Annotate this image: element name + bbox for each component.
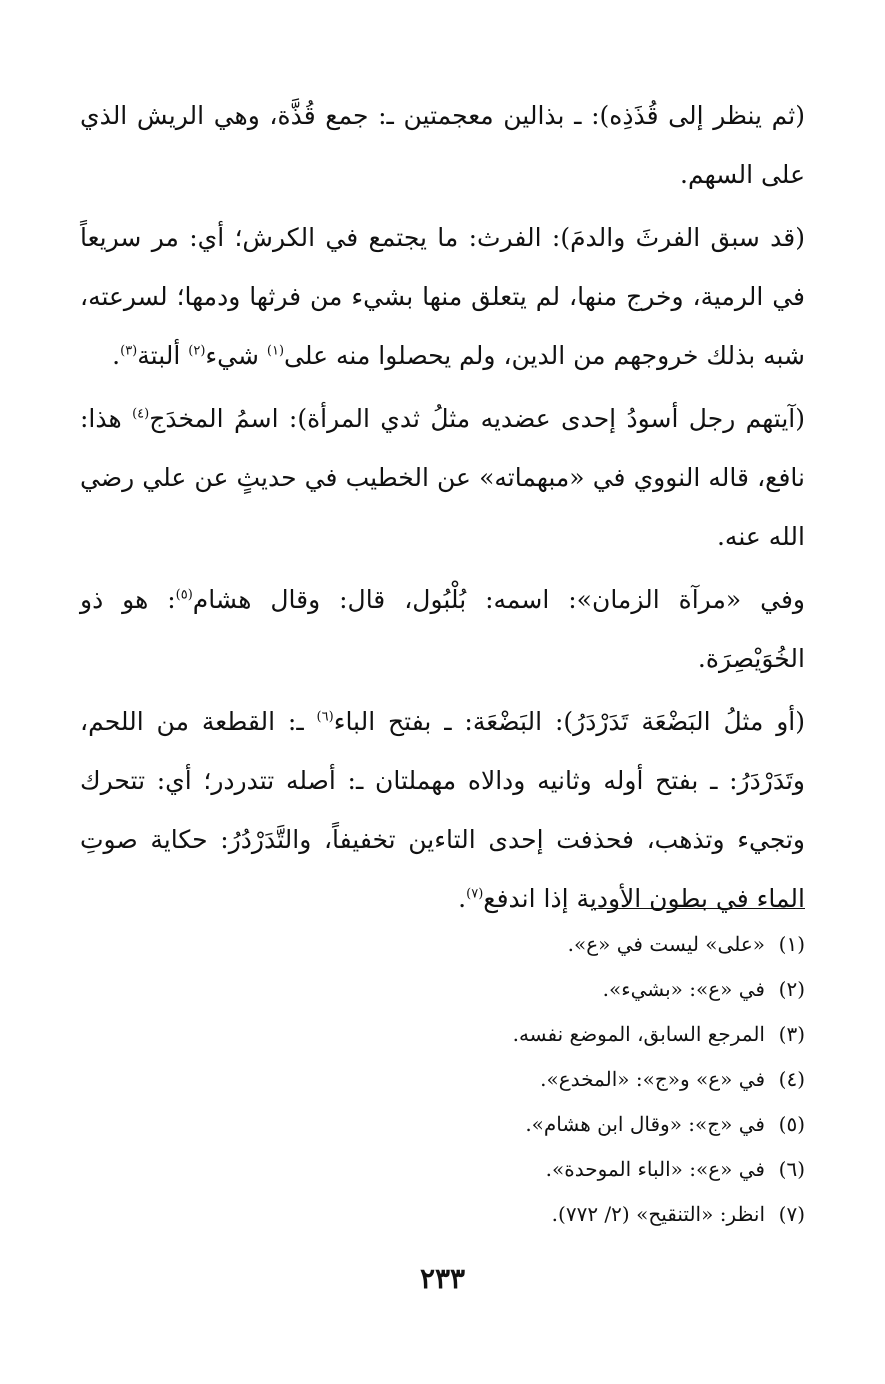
paragraph-text: (أو مثلُ البَضْعَة تَدَرْدَرُ): البَضْعَة: ـ بفتح الباء	[333, 707, 805, 736]
paragraph-text: (آيتهم رجل أسودُ إحدى عضديه مثلُ ثدي المرأة): اسمُ المخدَج	[149, 404, 806, 433]
paragraph-text: (ثم ينظر إلى قُذَذِه): ـ بذالين معجمتين ـ: جمع قُذَّة، وهي الريش الذي على السهم.	[80, 101, 805, 189]
footnote-ref[interactable]: (٥)	[175, 587, 193, 603]
footnote-text: انظر: «التنقيح» (٢/ ٧٧٢).	[551, 1202, 765, 1226]
paragraph-text: شيء	[205, 341, 267, 370]
paragraph-text: .	[112, 341, 121, 370]
paragraph-2	[80, 208, 805, 385]
footnote-text: في «ع» و«ج»: «المخدع».	[540, 1067, 765, 1091]
footnote-item	[80, 967, 805, 1012]
footnote-item	[80, 1147, 805, 1192]
paragraph-text: ـ: القطعة من اللحم، وتَدَرْدَرُ: ـ بفتح أوله وثانيه ودالاه مهملتان ـ: أصله تتدردر؛ أي: تتحرك وتجيء وتذهب، فحذفت إحدى التاءين تخفيفاً، والتَّدَرْدُرُ: حكاية صوتِ الماء في بطون الأودية إذا اندفع	[80, 707, 805, 913]
page-number: ٢٣٣	[419, 1262, 466, 1295]
footnote-number: (١)	[778, 932, 805, 956]
footnote-ref[interactable]: (٤)	[132, 406, 150, 422]
footnote-number: (٧)	[778, 1202, 805, 1226]
footnote-number: (٣)	[778, 1022, 805, 1046]
footnote-number: (٦)	[778, 1157, 805, 1181]
paragraph-text: هذا: نافع، قاله النووي في «مبهماته» عن الخطيب في حديثٍ عن علي رضي الله عنه.	[80, 404, 805, 551]
paragraph-3	[80, 389, 805, 566]
footnote-ref[interactable]: (٧)	[466, 886, 484, 902]
paragraph-text: (قد سبق الفرثَ والدمَ): الفرث: ما يجتمع في الكرش؛ أي: مر سريعاً في الرمية، وخرج منها، لم يتعلق منها بشيء من فرثها ودمها؛ لسرعته، شبه بذلك خروجهم من الدين، ولم يحصلوا منه على	[80, 223, 805, 370]
footnote-text: في «ع»: «بشيء».	[602, 977, 765, 1001]
footnote-item	[80, 1102, 805, 1147]
paragraph-4	[80, 570, 805, 688]
footnote-number: (٤)	[778, 1067, 805, 1091]
footnote-ref[interactable]: (٢)	[188, 343, 206, 359]
main-text	[80, 86, 805, 932]
footnote-item	[80, 1012, 805, 1057]
paragraph-5	[80, 692, 805, 928]
footnote-text: «على» ليست في «ع».	[567, 932, 765, 956]
paragraph-text: : هو ذو الخُوَيْصِرَة.	[80, 585, 805, 673]
footnote-ref[interactable]: (٣)	[120, 343, 138, 359]
footnote-ref[interactable]: (٦)	[316, 709, 334, 725]
paragraph-text: ألبتة	[137, 341, 189, 370]
paragraph-text: وفي «مرآة الزمان»: اسمه: بُلْبُول، قال: وقال هشام	[192, 585, 805, 614]
footnote-item	[80, 1192, 805, 1237]
footnote-item	[80, 1057, 805, 1102]
footnote-text: المرجع السابق، الموضع نفسه.	[512, 1022, 765, 1046]
paragraph-text: .	[458, 884, 467, 913]
footnote-text: في «ج»: «وقال ابن هشام».	[525, 1112, 765, 1136]
paragraph-1	[80, 86, 805, 204]
footnote-number: (٢)	[778, 977, 805, 1001]
footnote-ref[interactable]: (١)	[266, 343, 285, 359]
footnote-separator	[593, 908, 805, 909]
footnote-item	[80, 922, 805, 967]
footnote-number: (٥)	[778, 1112, 805, 1136]
footnote-text: في «ع»: «الباء الموحدة».	[545, 1157, 765, 1181]
footnotes	[80, 922, 805, 1237]
